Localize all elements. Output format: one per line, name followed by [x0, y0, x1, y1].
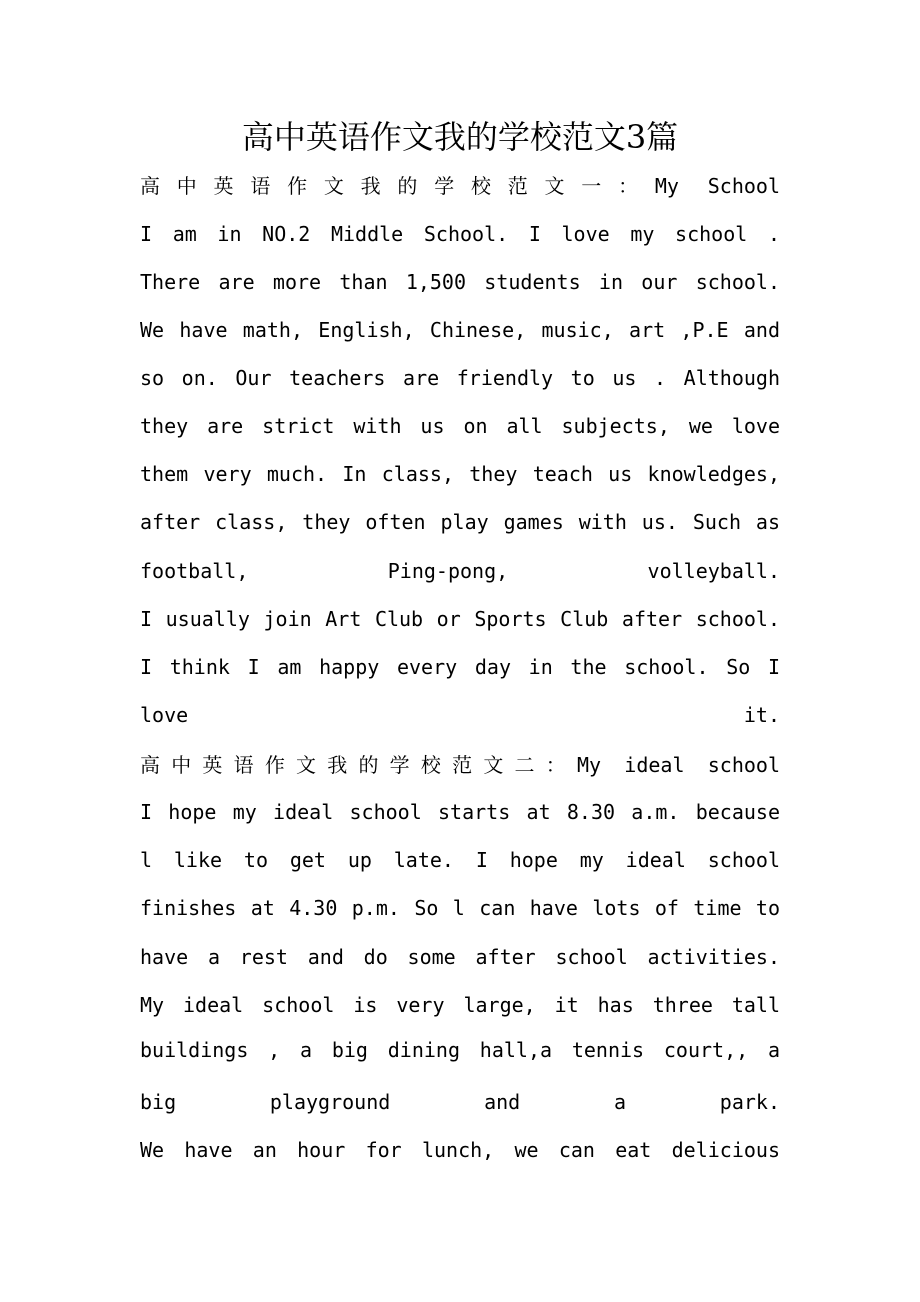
- text-line: I hope my ideal school starts at 8.30 a.m. because: [140, 800, 780, 824]
- text-line: so on. Our teachers are friendly to us . Although: [140, 366, 780, 390]
- text-line: l like to get up late. I hope my ideal school: [140, 848, 780, 872]
- text-line: My ideal school is very large, it has three tall: [140, 993, 780, 1017]
- text-line: them very much. In class, they teach us knowledges,: [140, 462, 780, 486]
- text-line: I think I am happy every day in the school. So I: [140, 655, 780, 679]
- text-line: We have an hour for lunch, we can eat delicious: [140, 1138, 780, 1162]
- text-line: big playground and a park.: [140, 1090, 780, 1114]
- text-line: after class, they often play games with us. Such as: [140, 510, 780, 534]
- text-line: football, Ping-pong, volleyball.: [140, 559, 780, 583]
- text-line: buildings , a big dining hall,a tennis court,, a: [140, 1038, 780, 1062]
- text-line: have a rest and do some after school activities.: [140, 945, 780, 969]
- text-line: finishes at 4.30 p.m. So l can have lots of time to: [140, 896, 780, 920]
- text-line: I am in NO.2 Middle School. I love my school .: [140, 222, 780, 246]
- text-line: I usually join Art Club or Sports Club after school.: [140, 607, 780, 631]
- text-line: love it.: [140, 703, 780, 727]
- text-line: they are strict with us on all subjects, we love: [140, 414, 780, 438]
- section-heading-1: 高中英语作文我的学校范文一：My School: [140, 174, 780, 198]
- text-line: We have math, English, Chinese, music, art ,P.E and: [140, 318, 780, 342]
- document-title: 高中英语作文我的学校范文3篇: [241, 118, 679, 156]
- text-line: There are more than 1,500 students in our school.: [140, 270, 780, 294]
- section-heading-2: 高中英语作文我的学校范文二：My ideal school: [140, 753, 780, 777]
